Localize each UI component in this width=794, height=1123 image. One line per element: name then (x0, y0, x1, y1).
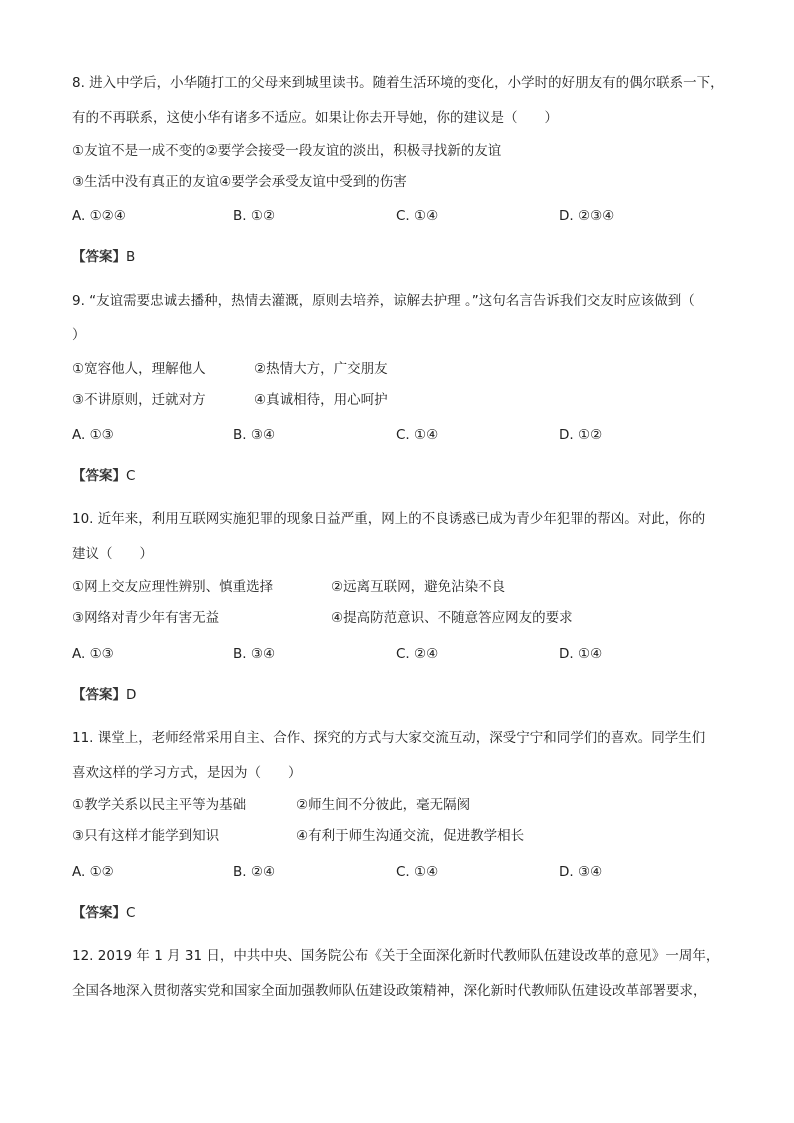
q8-choice-d: D. ②③④ (559, 208, 615, 224)
q8-stem-line-2: 有的不再联系，这使小华有诸多不适应。如果让你去开导她，你的建议是（ ） (72, 110, 558, 126)
q9-stem-line-2: ） (72, 327, 86, 343)
q9-answer (72, 467, 135, 485)
answer-value: C (126, 905, 136, 921)
q11-choice-c: C. ①④ (396, 864, 439, 880)
q9-statement-3: ③不讲原则，迁就对方 (72, 392, 206, 408)
q11-stem-line-1: 11. 课堂上，老师经常采用自主、合作、探究的方式与大家交流互动，深受宁宁和同学们的喜欢。同学生们 (72, 730, 706, 746)
q10-statement-4: ④提高防范意识、不随意答应网友的要求 (331, 610, 573, 626)
q11-choice-d: D. ③④ (559, 864, 603, 880)
q9-choice-a: A. ①③ (72, 427, 114, 443)
q10-statement-2: ②远离互联网，避免沾染不良 (331, 579, 506, 595)
q9-choice-c: C. ①④ (396, 427, 439, 443)
q10-stem-line-2: 建议（ ） (72, 546, 153, 562)
q11-answer (72, 904, 135, 922)
answer-value: B (126, 249, 136, 265)
q10-statement-3: ③网络对青少年有害无益 (72, 610, 220, 626)
q8-statement-2: ③生活中没有真正的友谊④要学会承受友谊中受到的伤害 (72, 174, 407, 190)
q10-choice-b: B. ③④ (233, 646, 276, 662)
q9-choice-d: D. ①② (559, 427, 603, 443)
q12-stem-line-1: 12. 2019 年 1 月 31 日，中共中央、国务院公布《关于全面深化新时代教师队伍建设改革的意见》一周年， (72, 948, 720, 964)
q10-choice-d: D. ①④ (559, 646, 603, 662)
q10-answer (72, 686, 136, 704)
q10-statement-1: ①网上交友应理性辨别、慎重选择 (72, 579, 274, 595)
q10-stem-line-1: 10. 近年来，利用互联网实施犯罪的现象日益严重，网上的不良诱惑已成为青少年犯罪的帮凶。对此，你的 (72, 511, 706, 527)
q11-statement-4: ④有利于师生沟通交流，促进教学相长 (296, 828, 525, 844)
q8-choice-a: A. ①②④ (72, 208, 126, 224)
q10-choice-c: C. ②④ (396, 646, 439, 662)
answer-label: 【答案】 (72, 687, 126, 703)
q11-stem-line-2: 喜欢这样的学习方式，是因为（ ） (72, 765, 302, 781)
q10-choice-a: A. ①③ (72, 646, 114, 662)
q9-choice-b: B. ③④ (233, 427, 276, 443)
q8-choice-b: B. ①② (233, 208, 276, 224)
answer-value: C (126, 468, 136, 484)
q11-choice-a: A. ①② (72, 864, 114, 880)
q11-statement-2: ②师生间不分彼此，毫无隔阂 (296, 797, 471, 813)
answer-value: D (126, 687, 137, 703)
q11-statement-1: ①教学关系以民主平等为基础 (72, 797, 247, 813)
q12-stem-line-2: 全国各地深入贯彻落实党和国家全面加强教师队伍建设政策精神，深化新时代教师队伍建设改革部署要求， (72, 983, 707, 999)
answer-label: 【答案】 (72, 249, 126, 265)
q8-answer (72, 248, 135, 266)
q8-choice-c: C. ①④ (396, 208, 439, 224)
q8-stem-line-1: 8. 进入中学后，小华随打工的父母来到城里读书。随着生活环境的变化，小学时的好朋友有的偶尔联系一下， (72, 75, 724, 91)
q11-choice-b: B. ②④ (233, 864, 276, 880)
q9-statement-1: ①宽容他人，理解他人 (72, 361, 206, 377)
q11-statement-3: ③只有这样才能学到知识 (72, 828, 220, 844)
q9-statement-4: ④真诚相待，用心呵护 (254, 392, 388, 408)
answer-label: 【答案】 (72, 905, 126, 921)
q9-stem-line-1: 9. “友谊需要忠诚去播种，热情去灌溉，原则去培养，谅解去护理 。”这句名言告诉我们交友时应该做到（ (72, 293, 695, 309)
answer-label: 【答案】 (72, 468, 126, 484)
q8-statement-1: ①友谊不是一成不变的②要学会接受一段友谊的淡出，积极寻找新的友谊 (72, 143, 502, 159)
q9-statement-2: ②热情大方，广交朋友 (254, 361, 388, 377)
